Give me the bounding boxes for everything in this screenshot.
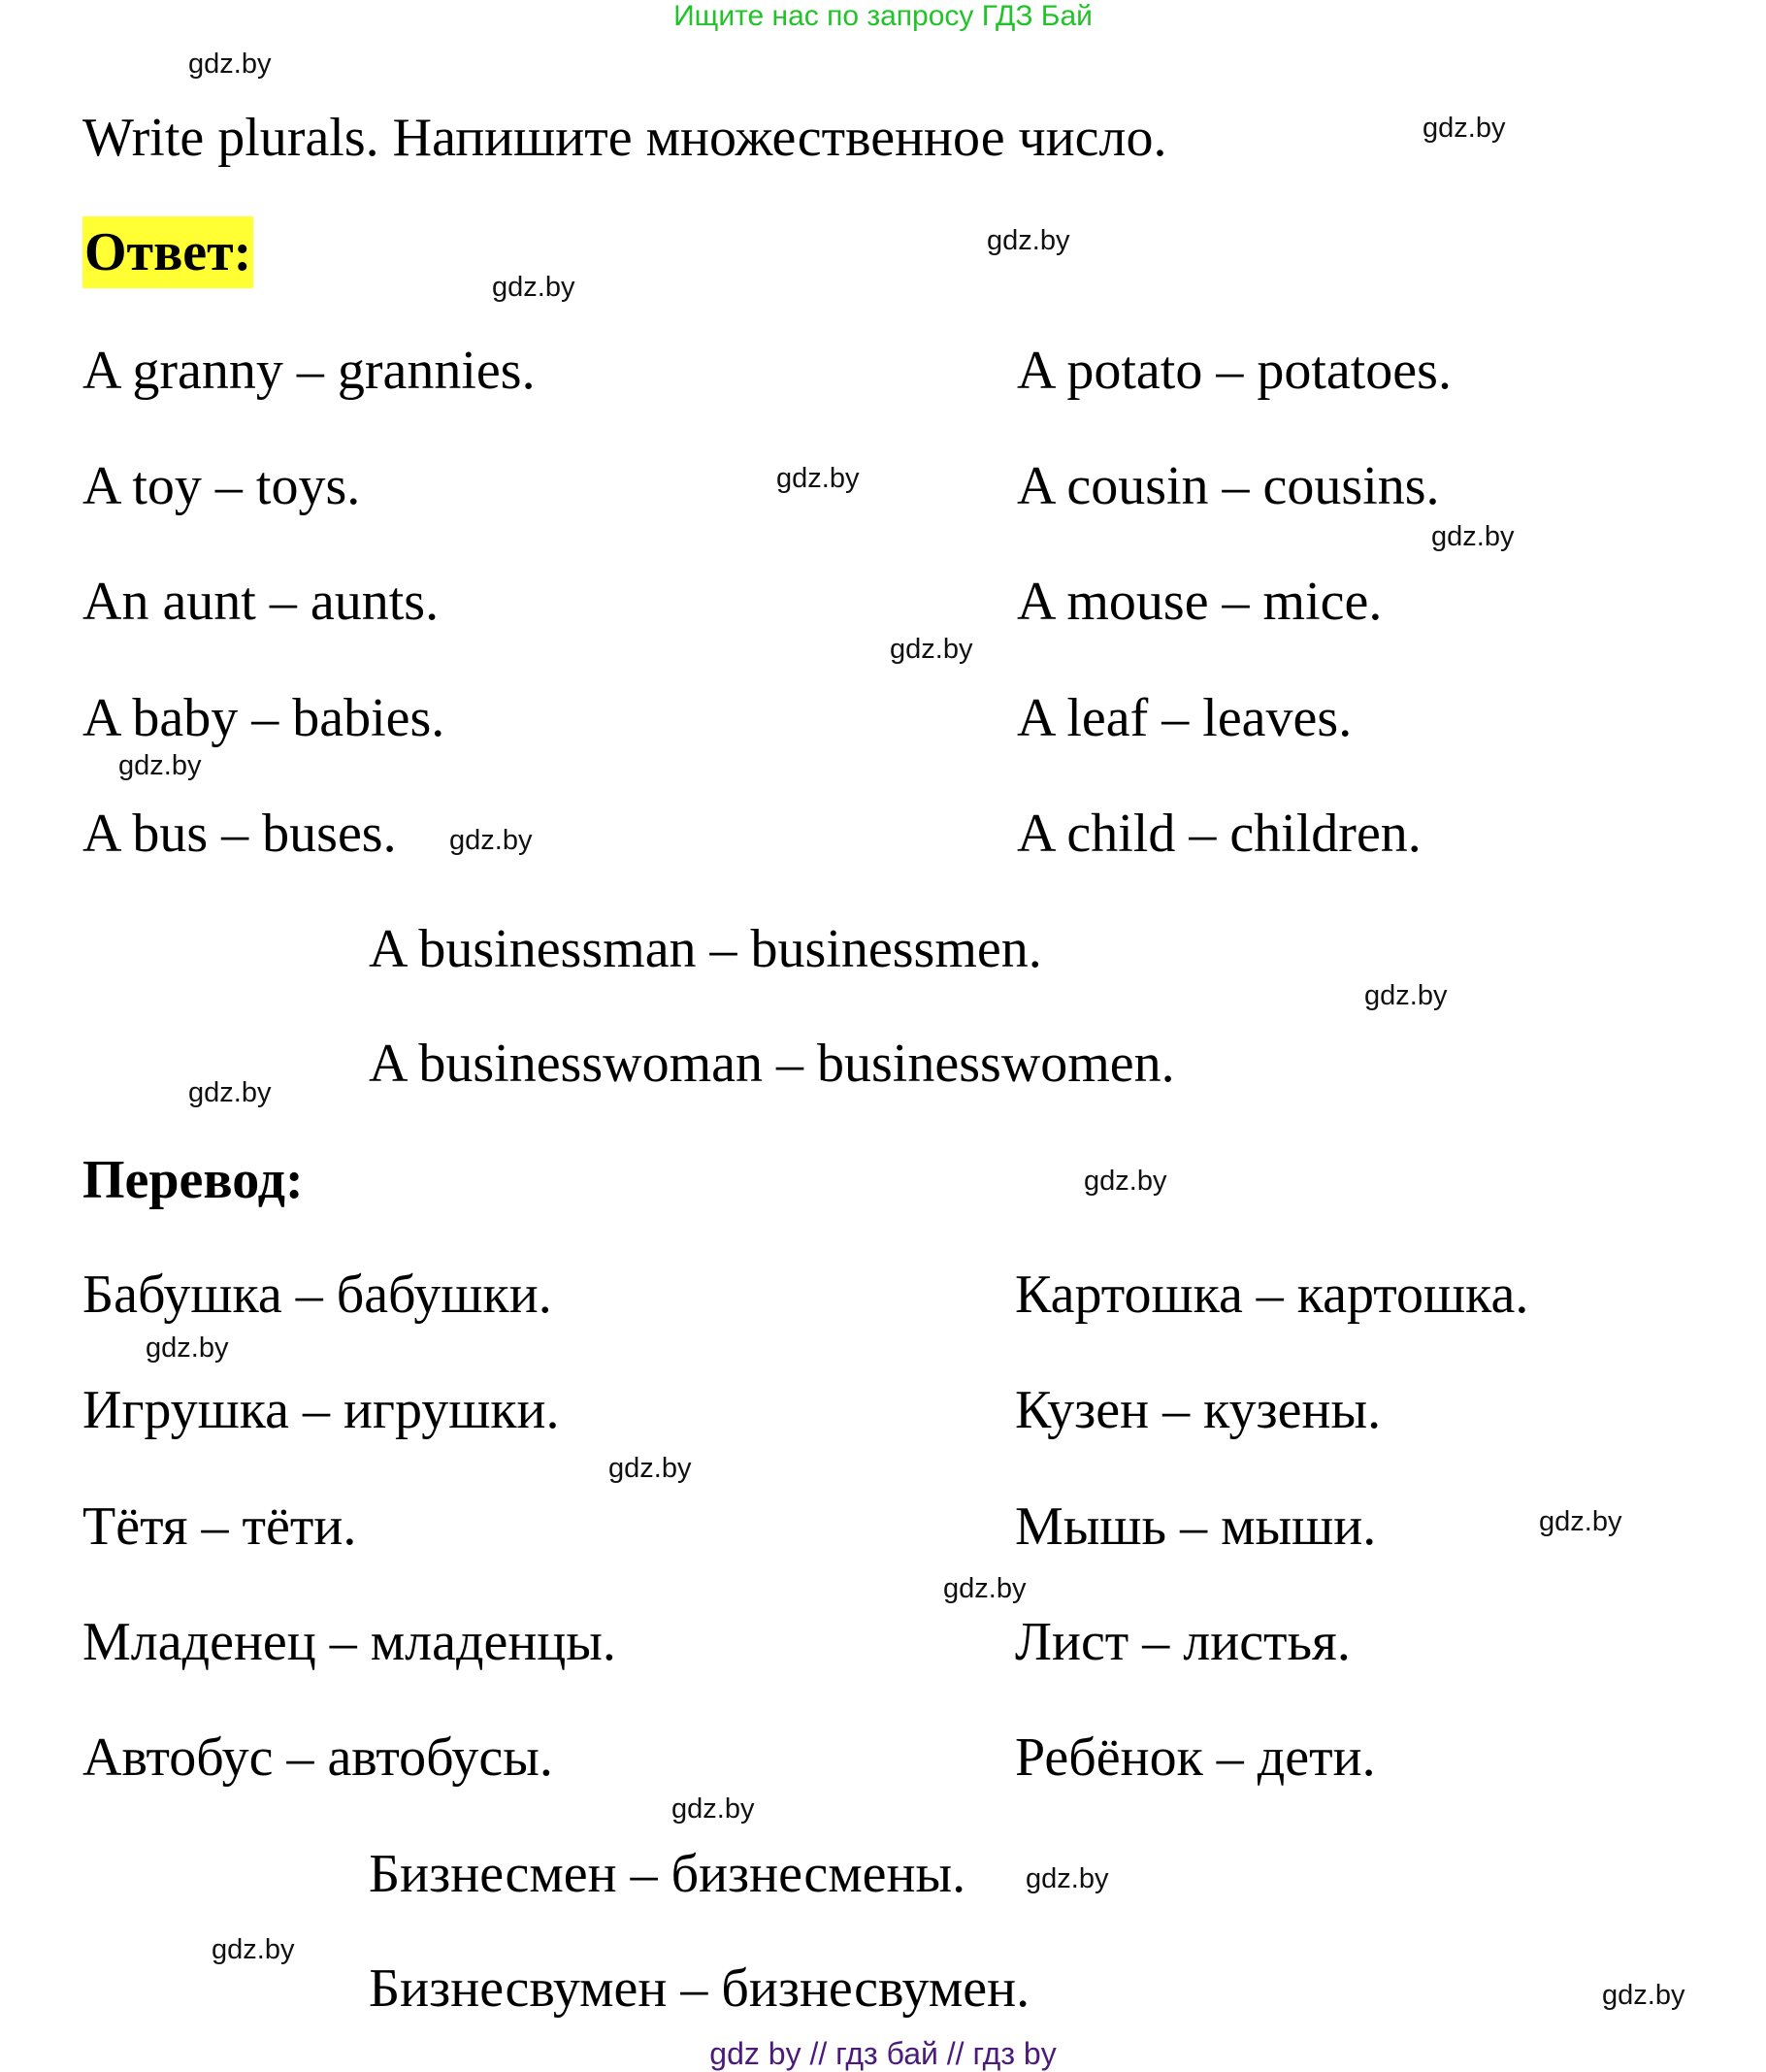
translation-right-2: Кузен – кузены. xyxy=(1015,1380,1382,1440)
watermark: gdz.by xyxy=(1431,521,1515,552)
watermark: gdz.by xyxy=(943,1573,1027,1604)
watermark: gdz.by xyxy=(188,1077,272,1108)
answer-heading: Ответ: xyxy=(82,216,253,288)
translation-left-4: Младенец – младенцы. xyxy=(82,1612,616,1672)
watermark: gdz.by xyxy=(212,1934,295,1965)
answer-left-1: A granny – grannies. xyxy=(82,341,536,401)
task-title: Write plurals. Напишите множественное число. xyxy=(82,108,1167,168)
watermark: gdz.by xyxy=(890,634,973,665)
watermark: gdz.by xyxy=(188,49,272,80)
answer-left-5: A bus – buses. xyxy=(82,804,397,864)
answer-right-5: A child – children. xyxy=(1017,804,1422,864)
answer-left-2: A toy – toys. xyxy=(82,456,361,516)
answer-left-3: An aunt – aunts. xyxy=(82,572,440,632)
translation-left-2: Игрушка – игрушки. xyxy=(82,1380,560,1440)
watermark: gdz.by xyxy=(671,1793,755,1825)
answer-center-1: A businessman – businessmen. xyxy=(369,919,1042,979)
watermark: gdz.by xyxy=(987,225,1070,256)
translation-right-3: Мышь – мыши. xyxy=(1015,1496,1377,1557)
answer-center-2: A businesswoman – businesswomen. xyxy=(369,1034,1175,1094)
translation-center-2: Бизнесвумен – бизнесвумен. xyxy=(369,1958,1030,2019)
translation-center-1: Бизнесмен – бизнесмены. xyxy=(369,1844,966,1904)
answer-right-2: A cousin – cousins. xyxy=(1017,456,1440,516)
footer-links: gdz by // гдз бай // гдз by xyxy=(709,2036,1057,2071)
answer-right-3: A mouse – mice. xyxy=(1017,572,1383,632)
translation-right-4: Лист – листья. xyxy=(1015,1612,1351,1672)
answer-right-4: A leaf – leaves. xyxy=(1017,688,1353,748)
translation-heading: Перевод: xyxy=(82,1150,304,1210)
watermark: gdz.by xyxy=(1026,1863,1109,1894)
watermark: gdz.by xyxy=(1602,1980,1685,2011)
answer-left-4: A baby – babies. xyxy=(82,688,445,748)
watermark: gdz.by xyxy=(1084,1166,1167,1197)
watermark: gdz.by xyxy=(776,463,860,494)
translation-left-3: Тётя – тёти. xyxy=(82,1496,357,1557)
watermark: gdz.by xyxy=(608,1453,692,1484)
watermark: gdz.by xyxy=(118,750,202,781)
watermark: gdz.by xyxy=(1423,113,1506,144)
watermark: gdz.by xyxy=(449,825,533,856)
watermark: gdz.by xyxy=(492,272,575,303)
translation-right-5: Ребёнок – дети. xyxy=(1015,1727,1376,1788)
watermark: gdz.by xyxy=(146,1332,229,1364)
answer-right-1: A potato – potatoes. xyxy=(1017,341,1452,401)
translation-left-1: Бабушка – бабушки. xyxy=(82,1265,552,1325)
watermark: gdz.by xyxy=(1539,1506,1622,1537)
watermark: gdz.by xyxy=(1364,980,1448,1011)
translation-left-5: Автобус – автобусы. xyxy=(82,1727,553,1788)
search-banner: Ищите нас по запросу ГДЗ Бай xyxy=(673,0,1093,32)
translation-right-1: Картошка – картошка. xyxy=(1015,1265,1529,1325)
